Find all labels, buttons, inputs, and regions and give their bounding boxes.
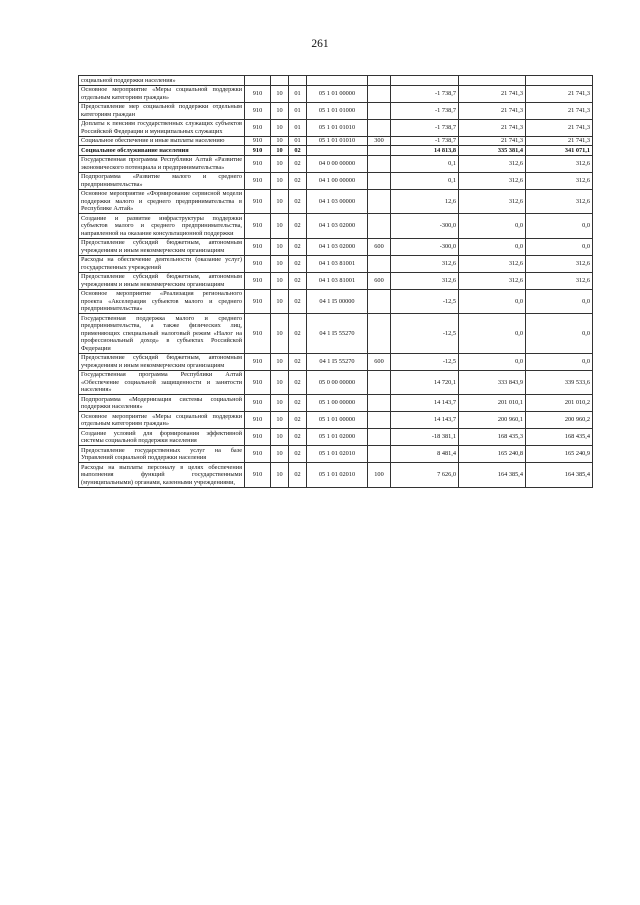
cell-amount-2: 200 960,1 [459, 412, 526, 429]
cell-section: 10 [271, 155, 289, 172]
cell-section: 10 [271, 214, 289, 239]
cell-subsection: 02 [289, 238, 307, 255]
table-row [79, 395, 593, 412]
cell-amount-1: 0,1 [391, 172, 459, 189]
cell-section: 10 [271, 314, 289, 354]
cell-grbs: 910 [245, 102, 271, 119]
cell-target-article: 05 1 01 01010 [307, 136, 368, 146]
cell-amount-1: 14 813,8 [391, 146, 459, 156]
cell-grbs: 910 [245, 412, 271, 429]
cell-name: Расходы на обеспечение деятельности (оказание услуг) государственных учреждений [79, 255, 245, 272]
cell-section: 10 [271, 429, 289, 446]
cell-amount-3: 200 960,2 [526, 412, 593, 429]
cell-target-article: 04 1 03 81001 [307, 255, 368, 272]
cell-target-article: 05 1 01 02010 [307, 446, 368, 463]
cell-expense-type [368, 146, 391, 156]
cell-target-article [307, 76, 368, 86]
cell-subsection: 02 [289, 255, 307, 272]
cell-amount-1: -1 738,7 [391, 102, 459, 119]
cell-amount-3: 164 385,4 [526, 463, 593, 488]
cell-amount-1: 7 626,0 [391, 463, 459, 488]
cell-name: Создание и развитие инфраструктуры поддержки субъектов малого и среднего предпринимательства, направленной на оказание консультационной поддержки [79, 214, 245, 239]
table-row [79, 463, 593, 488]
table-row [79, 272, 593, 289]
cell-name: Основное мероприятие «Формирование сервисной модели поддержки малого и среднего предпринимательства в Республике Алтай» [79, 189, 245, 214]
cell-amount-3: 312,6 [526, 189, 593, 214]
table-body [79, 76, 593, 488]
cell-grbs: 910 [245, 463, 271, 488]
cell-expense-type [368, 314, 391, 354]
cell-amount-3: 0,0 [526, 289, 593, 314]
table-row [79, 102, 593, 119]
cell-name: Социальное обеспечение и иные выплаты населению [79, 136, 245, 146]
table-row [79, 189, 593, 214]
cell-section: 10 [271, 370, 289, 395]
cell-amount-2: 0,0 [459, 314, 526, 354]
table-row [79, 353, 593, 370]
cell-amount-2: 333 843,9 [459, 370, 526, 395]
cell-section: 10 [271, 119, 289, 136]
cell-target-article: 04 1 03 02000 [307, 238, 368, 255]
page-number: 261 [311, 38, 329, 50]
cell-amount-1: 8 481,4 [391, 446, 459, 463]
table-row [79, 119, 593, 136]
cell-amount-1: 12,6 [391, 189, 459, 214]
cell-amount-1: 312,6 [391, 272, 459, 289]
cell-section: 10 [271, 172, 289, 189]
cell-section: 10 [271, 289, 289, 314]
cell-grbs: 910 [245, 289, 271, 314]
cell-name: Государственная поддержка малого и среднего предпринимательства, а также физических лиц, применяющих специальный налоговый режим «Налог на профессиональный доход» в субъектах Российской Федерации [79, 314, 245, 354]
cell-name: Подпрограмма «Развитие малого и среднего предпринимательства» [79, 172, 245, 189]
cell-expense-type: 100 [368, 463, 391, 488]
cell-section: 10 [271, 272, 289, 289]
cell-amount-2: 312,6 [459, 172, 526, 189]
cell-amount-2: 21 741,3 [459, 102, 526, 119]
cell-section: 10 [271, 395, 289, 412]
cell-expense-type [368, 395, 391, 412]
table-row [79, 155, 593, 172]
cell-target-article: 04 1 I5 00000 [307, 289, 368, 314]
cell-expense-type [368, 446, 391, 463]
cell-amount-2: 0,0 [459, 238, 526, 255]
cell-target-article: 04 0 00 00000 [307, 155, 368, 172]
cell-expense-type [368, 429, 391, 446]
cell-grbs: 910 [245, 119, 271, 136]
cell-grbs: 910 [245, 172, 271, 189]
cell-section: 10 [271, 136, 289, 146]
cell-subsection: 02 [289, 172, 307, 189]
cell-amount-2: 201 010,1 [459, 395, 526, 412]
cell-name: Создание условий для формирования эффективной системы социальной поддержки населения [79, 429, 245, 446]
cell-amount-1: -12,5 [391, 289, 459, 314]
cell-target-article: 05 1 01 00000 [307, 412, 368, 429]
cell-amount-1: 14 143,7 [391, 412, 459, 429]
cell-amount-3: 341 071,1 [526, 146, 593, 156]
cell-target-article: 04 1 00 00000 [307, 172, 368, 189]
cell-name: Основное мероприятие «Меры социальной поддержки отдельным категориям граждан» [79, 85, 245, 102]
cell-amount-3: 312,6 [526, 172, 593, 189]
cell-grbs: 910 [245, 353, 271, 370]
cell-amount-1: 14 720,1 [391, 370, 459, 395]
cell-grbs: 910 [245, 85, 271, 102]
cell-expense-type [368, 119, 391, 136]
cell-expense-type: 600 [368, 238, 391, 255]
cell-subsection: 02 [289, 395, 307, 412]
cell-expense-type [368, 85, 391, 102]
cell-amount-3: 21 741,3 [526, 102, 593, 119]
cell-amount-2: 164 385,4 [459, 463, 526, 488]
cell-name: Предоставление субсидий бюджетным, автономным учреждениям и иным некоммерческим организациям [79, 353, 245, 370]
table-row [79, 238, 593, 255]
cell-section: 10 [271, 85, 289, 102]
cell-target-article [307, 146, 368, 156]
cell-target-article: 05 1 01 02000 [307, 429, 368, 446]
cell-amount-2: 168 435,3 [459, 429, 526, 446]
cell-name: Подпрограмма «Модернизация системы социальной поддержки населения» [79, 395, 245, 412]
cell-target-article: 04 1 I5 55270 [307, 353, 368, 370]
cell-grbs [245, 76, 271, 86]
cell-amount-2: 21 741,3 [459, 85, 526, 102]
cell-name: Предоставление государственных услуг на базе Управлений социальной поддержки населения [79, 446, 245, 463]
table-row [79, 76, 593, 86]
cell-amount-1: -12,5 [391, 353, 459, 370]
cell-amount-1: -1 738,7 [391, 85, 459, 102]
cell-expense-type [368, 214, 391, 239]
cell-grbs: 910 [245, 314, 271, 354]
cell-expense-type [368, 155, 391, 172]
cell-subsection: 02 [289, 370, 307, 395]
cell-section [271, 76, 289, 86]
cell-grbs: 910 [245, 155, 271, 172]
cell-subsection: 01 [289, 119, 307, 136]
cell-grbs: 910 [245, 214, 271, 239]
cell-amount-3 [526, 76, 593, 86]
table-row [79, 370, 593, 395]
cell-amount-1: -300,0 [391, 238, 459, 255]
cell-amount-1: 312,6 [391, 255, 459, 272]
cell-name: Доплаты к пенсиям государственных служащих субъектов Российской Федерации и муниципальных служащих [79, 119, 245, 136]
cell-grbs: 910 [245, 146, 271, 156]
cell-target-article: 05 1 00 00000 [307, 395, 368, 412]
cell-name: Предоставление субсидий бюджетным, автономным учреждениям и иным некоммерческим организациям [79, 272, 245, 289]
cell-amount-2: 0,0 [459, 353, 526, 370]
cell-subsection: 02 [289, 289, 307, 314]
cell-expense-type [368, 102, 391, 119]
table-row [79, 314, 593, 354]
cell-section: 10 [271, 255, 289, 272]
cell-expense-type [368, 289, 391, 314]
cell-section: 10 [271, 102, 289, 119]
cell-target-article: 04 1 I5 55270 [307, 314, 368, 354]
table-row [79, 289, 593, 314]
cell-section: 10 [271, 353, 289, 370]
cell-subsection: 01 [289, 102, 307, 119]
cell-amount-2: 312,6 [459, 272, 526, 289]
cell-expense-type [368, 255, 391, 272]
cell-name: Государственная программа Республики Алтай «Развитие экономического потенциала и предпринимательства» [79, 155, 245, 172]
budget-table [78, 75, 593, 488]
cell-amount-1: 14 143,7 [391, 395, 459, 412]
cell-amount-2: 165 240,8 [459, 446, 526, 463]
cell-amount-3: 165 240,9 [526, 446, 593, 463]
cell-amount-3: 312,6 [526, 255, 593, 272]
cell-amount-1: -1 738,7 [391, 136, 459, 146]
cell-target-article: 04 1 03 81001 [307, 272, 368, 289]
cell-grbs: 910 [245, 189, 271, 214]
cell-amount-3: 168 435,4 [526, 429, 593, 446]
cell-subsection: 02 [289, 353, 307, 370]
cell-subsection: 02 [289, 314, 307, 354]
cell-section: 10 [271, 238, 289, 255]
cell-amount-2: 0,0 [459, 289, 526, 314]
cell-expense-type: 300 [368, 136, 391, 146]
cell-amount-1 [391, 76, 459, 86]
cell-amount-2 [459, 76, 526, 86]
cell-amount-2: 21 741,3 [459, 119, 526, 136]
cell-name: Социальное обслуживание населения [79, 146, 245, 156]
cell-amount-1: -18 381,1 [391, 429, 459, 446]
cell-expense-type: 600 [368, 272, 391, 289]
cell-amount-1: -1 738,7 [391, 119, 459, 136]
cell-subsection: 02 [289, 146, 307, 156]
cell-subsection: 02 [289, 412, 307, 429]
cell-name: социальной поддержки населения» [79, 76, 245, 86]
cell-grbs: 910 [245, 370, 271, 395]
cell-subsection: 02 [289, 446, 307, 463]
cell-amount-3: 21 741,3 [526, 136, 593, 146]
cell-amount-2: 0,0 [459, 214, 526, 239]
cell-amount-3: 21 741,3 [526, 85, 593, 102]
cell-subsection: 02 [289, 155, 307, 172]
cell-section: 10 [271, 189, 289, 214]
cell-expense-type [368, 370, 391, 395]
cell-grbs: 910 [245, 429, 271, 446]
cell-target-article: 05 1 01 02010 [307, 463, 368, 488]
table-row [79, 214, 593, 239]
table-row [79, 446, 593, 463]
cell-amount-2: 312,6 [459, 255, 526, 272]
cell-section: 10 [271, 412, 289, 429]
cell-subsection: 01 [289, 136, 307, 146]
cell-subsection: 02 [289, 214, 307, 239]
cell-section: 10 [271, 146, 289, 156]
cell-amount-2: 312,6 [459, 189, 526, 214]
cell-grbs: 910 [245, 238, 271, 255]
cell-amount-3: 312,6 [526, 155, 593, 172]
cell-amount-1: 0,1 [391, 155, 459, 172]
cell-grbs: 910 [245, 395, 271, 412]
cell-target-article: 04 1 03 02000 [307, 214, 368, 239]
cell-expense-type [368, 76, 391, 86]
cell-grbs: 910 [245, 136, 271, 146]
cell-amount-3: 0,0 [526, 314, 593, 354]
cell-grbs: 910 [245, 255, 271, 272]
cell-name: Предоставление мер социальной поддержки отдельным категориям граждан [79, 102, 245, 119]
cell-name: Предоставление субсидий бюджетным, автономным учреждениям и иным некоммерческим организациям [79, 238, 245, 255]
cell-amount-3: 0,0 [526, 238, 593, 255]
table-row [79, 412, 593, 429]
cell-name: Основное мероприятие «Меры социальной поддержки отдельным категориям граждан» [79, 412, 245, 429]
table-row [79, 429, 593, 446]
cell-subsection: 01 [289, 85, 307, 102]
table-row [79, 136, 593, 146]
cell-expense-type [368, 172, 391, 189]
cell-amount-3: 21 741,3 [526, 119, 593, 136]
cell-amount-3: 0,0 [526, 214, 593, 239]
table-row [79, 85, 593, 102]
cell-amount-2: 335 381,4 [459, 146, 526, 156]
cell-expense-type [368, 189, 391, 214]
cell-grbs: 910 [245, 272, 271, 289]
cell-expense-type [368, 412, 391, 429]
table-row [79, 146, 593, 156]
cell-name: Государственная программа Республики Алтай «Обеспечение социальной защищенности и занятости населения» [79, 370, 245, 395]
cell-subsection [289, 76, 307, 86]
cell-amount-3: 339 533,6 [526, 370, 593, 395]
cell-amount-1: -300,0 [391, 214, 459, 239]
cell-target-article: 05 1 01 01010 [307, 119, 368, 136]
cell-subsection: 02 [289, 429, 307, 446]
cell-name: Расходы на выплаты персоналу в целях обеспечения выполнения функций государственными (муниципальными) органами, казенными учреждениями, [79, 463, 245, 488]
cell-name: Основное мероприятие «Реализация регионального проекта «Акселерация субъектов малого и среднего предпринимательства» [79, 289, 245, 314]
cell-target-article: 04 1 03 00000 [307, 189, 368, 214]
cell-target-article: 05 0 00 00000 [307, 370, 368, 395]
cell-target-article: 05 1 01 00000 [307, 85, 368, 102]
cell-amount-3: 0,0 [526, 353, 593, 370]
cell-amount-2: 21 741,3 [459, 136, 526, 146]
cell-grbs: 910 [245, 446, 271, 463]
cell-subsection: 02 [289, 189, 307, 214]
table-row [79, 172, 593, 189]
cell-target-article: 05 1 01 01000 [307, 102, 368, 119]
cell-subsection: 02 [289, 463, 307, 488]
cell-amount-1: -12,5 [391, 314, 459, 354]
cell-amount-2: 312,6 [459, 155, 526, 172]
cell-amount-3: 312,6 [526, 272, 593, 289]
cell-section: 10 [271, 463, 289, 488]
cell-section: 10 [271, 446, 289, 463]
cell-expense-type: 600 [368, 353, 391, 370]
cell-amount-3: 201 010,2 [526, 395, 593, 412]
table-row [79, 255, 593, 272]
cell-subsection: 02 [289, 272, 307, 289]
